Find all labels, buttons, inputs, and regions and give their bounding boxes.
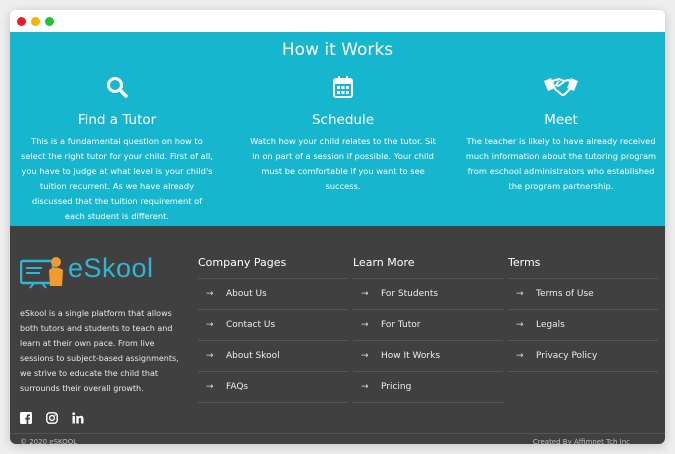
arrow-right-icon: → <box>206 289 214 299</box>
social-links <box>20 412 84 424</box>
arrow-right-icon: → <box>206 382 214 392</box>
arrow-right-icon: → <box>206 351 214 361</box>
footer-column-company <box>198 256 348 403</box>
footer-link-privacy-policy[interactable] <box>508 341 658 372</box>
about-text: eSkool is a single platform that allows both tutors and students to teach and learn at their own pace. From live sessions to subject-based assignments, we strive to educate the child that surrounds their overall growth. <box>20 309 179 393</box>
copyright-text: © 2020 eSKOOL <box>20 438 78 444</box>
link-label: About Skool <box>226 351 280 361</box>
minimize-window-button[interactable] <box>31 17 40 26</box>
logo-text: eSkool <box>68 253 154 283</box>
footer-link-pricing[interactable] <box>353 372 503 403</box>
handshake-icon <box>461 74 661 100</box>
footer-link-about-skool[interactable] <box>198 341 348 372</box>
link-label: Pricing <box>381 382 412 392</box>
step-find-tutor <box>17 74 217 224</box>
step-description: The teacher is likely to have already received much information about the tutoring program from eschool administrators who established the program partnership. <box>465 136 657 191</box>
maximize-window-button[interactable] <box>45 17 54 26</box>
link-label: Privacy Policy <box>536 351 598 361</box>
step-description: This is a fundamental question on how to select the right tutor for your child. First of all, you have to judge at what level is your child's tuition recurrent. As we have already discussed that the tuition requirement of each student is different. <box>21 136 213 221</box>
footer-link-contact-us[interactable] <box>198 310 348 341</box>
section-title: How it Works <box>281 40 394 60</box>
close-window-button[interactable] <box>17 17 26 26</box>
eskool-logo[interactable] <box>20 253 185 289</box>
footer-link-how-it-works[interactable] <box>353 341 503 372</box>
arrow-right-icon: → <box>516 351 524 361</box>
footer-link-legals[interactable] <box>508 310 658 341</box>
arrow-right-icon: → <box>361 289 369 299</box>
how-it-works-section <box>10 32 665 226</box>
link-label: Legals <box>536 320 565 330</box>
footer-link-for-tutor[interactable] <box>353 310 503 341</box>
step-meet <box>461 74 661 194</box>
link-label: Terms of Use <box>536 289 594 299</box>
link-label: For Tutor <box>381 320 421 330</box>
arrow-right-icon: → <box>361 351 369 361</box>
site-footer <box>10 226 665 444</box>
facebook-icon[interactable] <box>20 412 32 424</box>
arrow-right-icon: → <box>361 320 369 330</box>
step-description: Watch how your child relates to the tutor. Sit in on part of a session if possible. Your child must be comfortable if you want to see success. <box>250 136 436 191</box>
footer-column-heading: Company Pages <box>198 256 287 269</box>
link-label: FAQs <box>226 382 249 392</box>
footer-column-heading: Learn More <box>353 256 415 269</box>
browser-window <box>10 10 665 444</box>
link-label: Contact Us <box>226 320 276 330</box>
step-title: Schedule <box>311 112 375 128</box>
arrow-right-icon: → <box>361 382 369 392</box>
window-titlebar <box>10 10 665 32</box>
step-schedule <box>243 74 443 194</box>
search-icon <box>17 74 217 100</box>
footer-column-heading: Terms <box>508 256 541 269</box>
link-label: About Us <box>226 289 267 299</box>
arrow-right-icon: → <box>516 320 524 330</box>
footer-link-terms-of-use[interactable] <box>508 279 658 310</box>
arrow-right-icon: → <box>516 289 524 299</box>
footer-link-faqs[interactable] <box>198 372 348 403</box>
logo-icon <box>20 253 66 289</box>
footer-divider <box>10 433 665 434</box>
linkedin-icon[interactable] <box>72 412 84 424</box>
credit-text: Created By Affimnet Tch Inc <box>532 438 630 444</box>
footer-column-terms <box>508 256 658 372</box>
step-title: Meet <box>544 112 578 128</box>
footer-link-for-students[interactable] <box>353 279 503 310</box>
calendar-icon <box>243 74 443 100</box>
instagram-icon[interactable] <box>46 412 58 424</box>
arrow-right-icon: → <box>206 320 214 330</box>
footer-column-learn-more <box>353 256 503 403</box>
footer-link-about-us[interactable] <box>198 279 348 310</box>
step-title: Find a Tutor <box>77 112 157 128</box>
link-label: For Students <box>381 289 439 299</box>
link-label: How It Works <box>381 351 441 361</box>
